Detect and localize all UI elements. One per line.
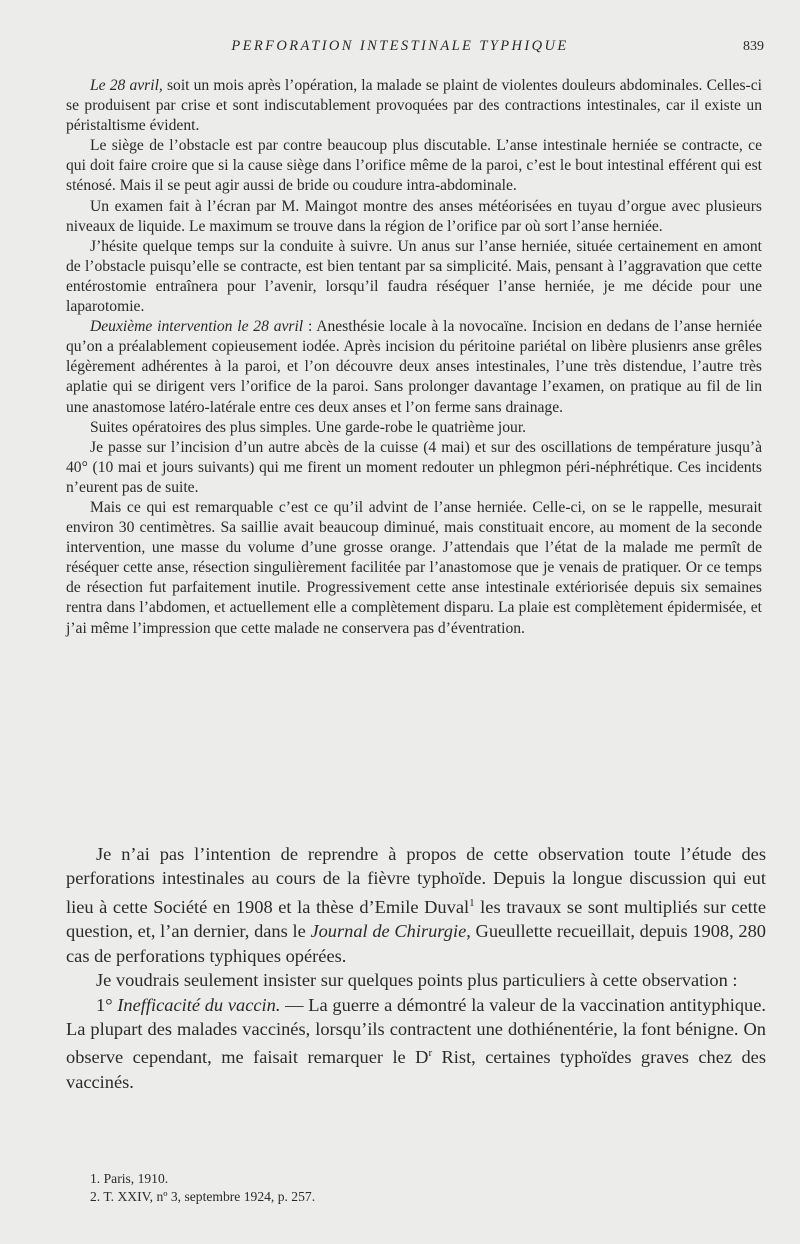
footnote: 2. T. XXIV, nº 3, septembre 1924, p. 257.: [90, 1189, 316, 1204]
paragraph-text: , Gueullette recueillait, depuis 1908, 280 cas de perforations typhiques opérées.: [66, 921, 766, 966]
paragraph-text: : Anesthésie locale à la novocaïne. Incision en dedans de l’anse herniée qu’on a préalablement copieusement iodée. Après incision du péritoine pariétal on libère plusienrs anse grêles légèrement adhérentes à la paroi, et l’on découvre deux anses intestinales, l’une très distendue, l’autre très aplatie qui se dirigent vers l’orifice de la paroi. Sans prolonger davantage l’examen, on pratique au fil de lin une anastomose latéro-latérale entre ces deux anses et l’on ferme sans drainage.: [66, 318, 762, 416]
paragraph: [66, 418, 762, 438]
observation-text: [66, 76, 762, 639]
paragraph-text: Je passe sur l’incision d’un autre abcès de la cuisse (4 mai) et sur des oscillations de température jusqu’à 40° (10 mai et jours suivants) qui me firent un moment redouter un phlegmon péri-néphrétique. Ces incidents n’eurent pas de suite.: [66, 438, 762, 496]
journal-title: Journal de Chirurgie: [310, 921, 467, 942]
italic-lead: Le 28 avril,: [90, 77, 163, 94]
paragraph: [66, 968, 766, 992]
paragraph: [66, 993, 766, 1095]
paragraph-text: Je n’ai pas l’intention de reprendre à propos de cette observation toute l’étude des perforations intestinales au cours de la fièvre typhoïde. Depuis la longue discussion qui eut lieu à cette Société en 1908 et la thèse d’Emile Duval: [66, 844, 766, 917]
paragraph-text: soit un mois après l’opération, la malade se plaint de violentes douleurs abdominales. Celles-ci se produisent par crise et sont indiscutablement provoquées par des contractions intestinales, car il existe un péristaltisme évident.: [66, 77, 762, 135]
paragraph-text: — La guerre a démontré la valeur de la vaccination antityphique. La plupart des malades vaccinés, lorsqu’ils contractent une dothiénentérie, la font bénigne. On observe cependant, me faisait remarquer le D: [66, 994, 766, 1068]
paragraph-text: J’hésite quelque temps sur la conduite à suivre. Un anus sur l’anse herniée, située certainement en amont de l’obstacle puisqu’elle se contracte, est bien tentant par sa simplicité. Mais, pensant à l’aggravation que cette entérostomie entraînera pour l’avenir, lorsqu’il faudra réséquer l’anse herniée, je me décide pour une laparotomie.: [66, 237, 762, 316]
paragraph-text: Rist, certaines typhoïdes graves chez des vaccinés.: [66, 1047, 766, 1092]
footnote: 1. Paris, 1910.: [90, 1171, 169, 1186]
section-title: Inefficacité du vaccin.: [117, 994, 281, 1015]
paragraph: [66, 76, 762, 136]
paragraph-text: Un examen fait à l’écran par M. Maingot montre des anses météorisées en tuyau d’orgue avec plusieurs niveaux de liquide. Le maximum se trouve dans la région de l’orifice par où sort l’anse herniée.: [66, 197, 762, 235]
paragraph: [66, 842, 766, 968]
running-title: PERFORATION INTESTINALE TYPHIQUE: [231, 38, 569, 54]
paragraph: [66, 237, 762, 317]
paragraph: [66, 438, 762, 498]
paragraph-text: Le siège de l’obstacle est par contre beaucoup plus discutable. L’anse intestinale herniée se contracte, ce qui doit faire croire que si la cause siège dans l’orifice même de la paroi, c’est le bout intestinal efférent qui est sténosé. Mais il se peut agir aussi de bride ou coudure intra-abdominale.: [66, 137, 762, 195]
paragraph-text: les travaux se sont multipliés sur cette question, et, l’an dernier, dans le: [66, 896, 766, 942]
paragraph: [66, 498, 762, 639]
superscript: r: [428, 1047, 433, 1060]
paragraph-text: Je voudrais seulement insister sur quelques points plus particuliers à cette observation :: [96, 970, 738, 991]
footnote-ref: 1: [469, 896, 475, 909]
page-number: 839: [743, 39, 764, 54]
paragraph-text: Mais ce qui est remarquable c’est ce qu’il advint de l’anse herniée. Celle-ci, on se le rappelle, mesurait environ 30 centimètres. Sa saillie avait beaucoup diminué, mais constituait encore, au moment de la seconde intervention, une masse du volume d’une grosse orange. J’attendais que l’état de la malade me permît de réséquer cette anse, résection singulièrement facilitée par l’anastomose que je venais de pratiquer. Or ce temps de résection fut parfaitement inutile. Progressivement cette anse intestinale extériorisée depuis six semaines rentra dans l’abdomen, et actuellement elle a complètement disparu. La plaie est complètement épidermisée, et j’ai même l’impression que cette malade ne conservera pas d’éventration.: [66, 498, 762, 637]
paragraph: [66, 136, 762, 196]
paragraph: [66, 197, 762, 237]
footnotes: [90, 1170, 690, 1206]
paragraph: [66, 317, 762, 417]
list-number: 1°: [96, 994, 113, 1015]
italic-lead: Deuxième intervention le 28 avril: [90, 318, 304, 336]
paragraph-text: Suites opératoires des plus simples. Une garde-robe le quatrième jour.: [90, 418, 527, 436]
page-header: [0, 38, 800, 60]
discussion-text: [66, 842, 766, 1094]
